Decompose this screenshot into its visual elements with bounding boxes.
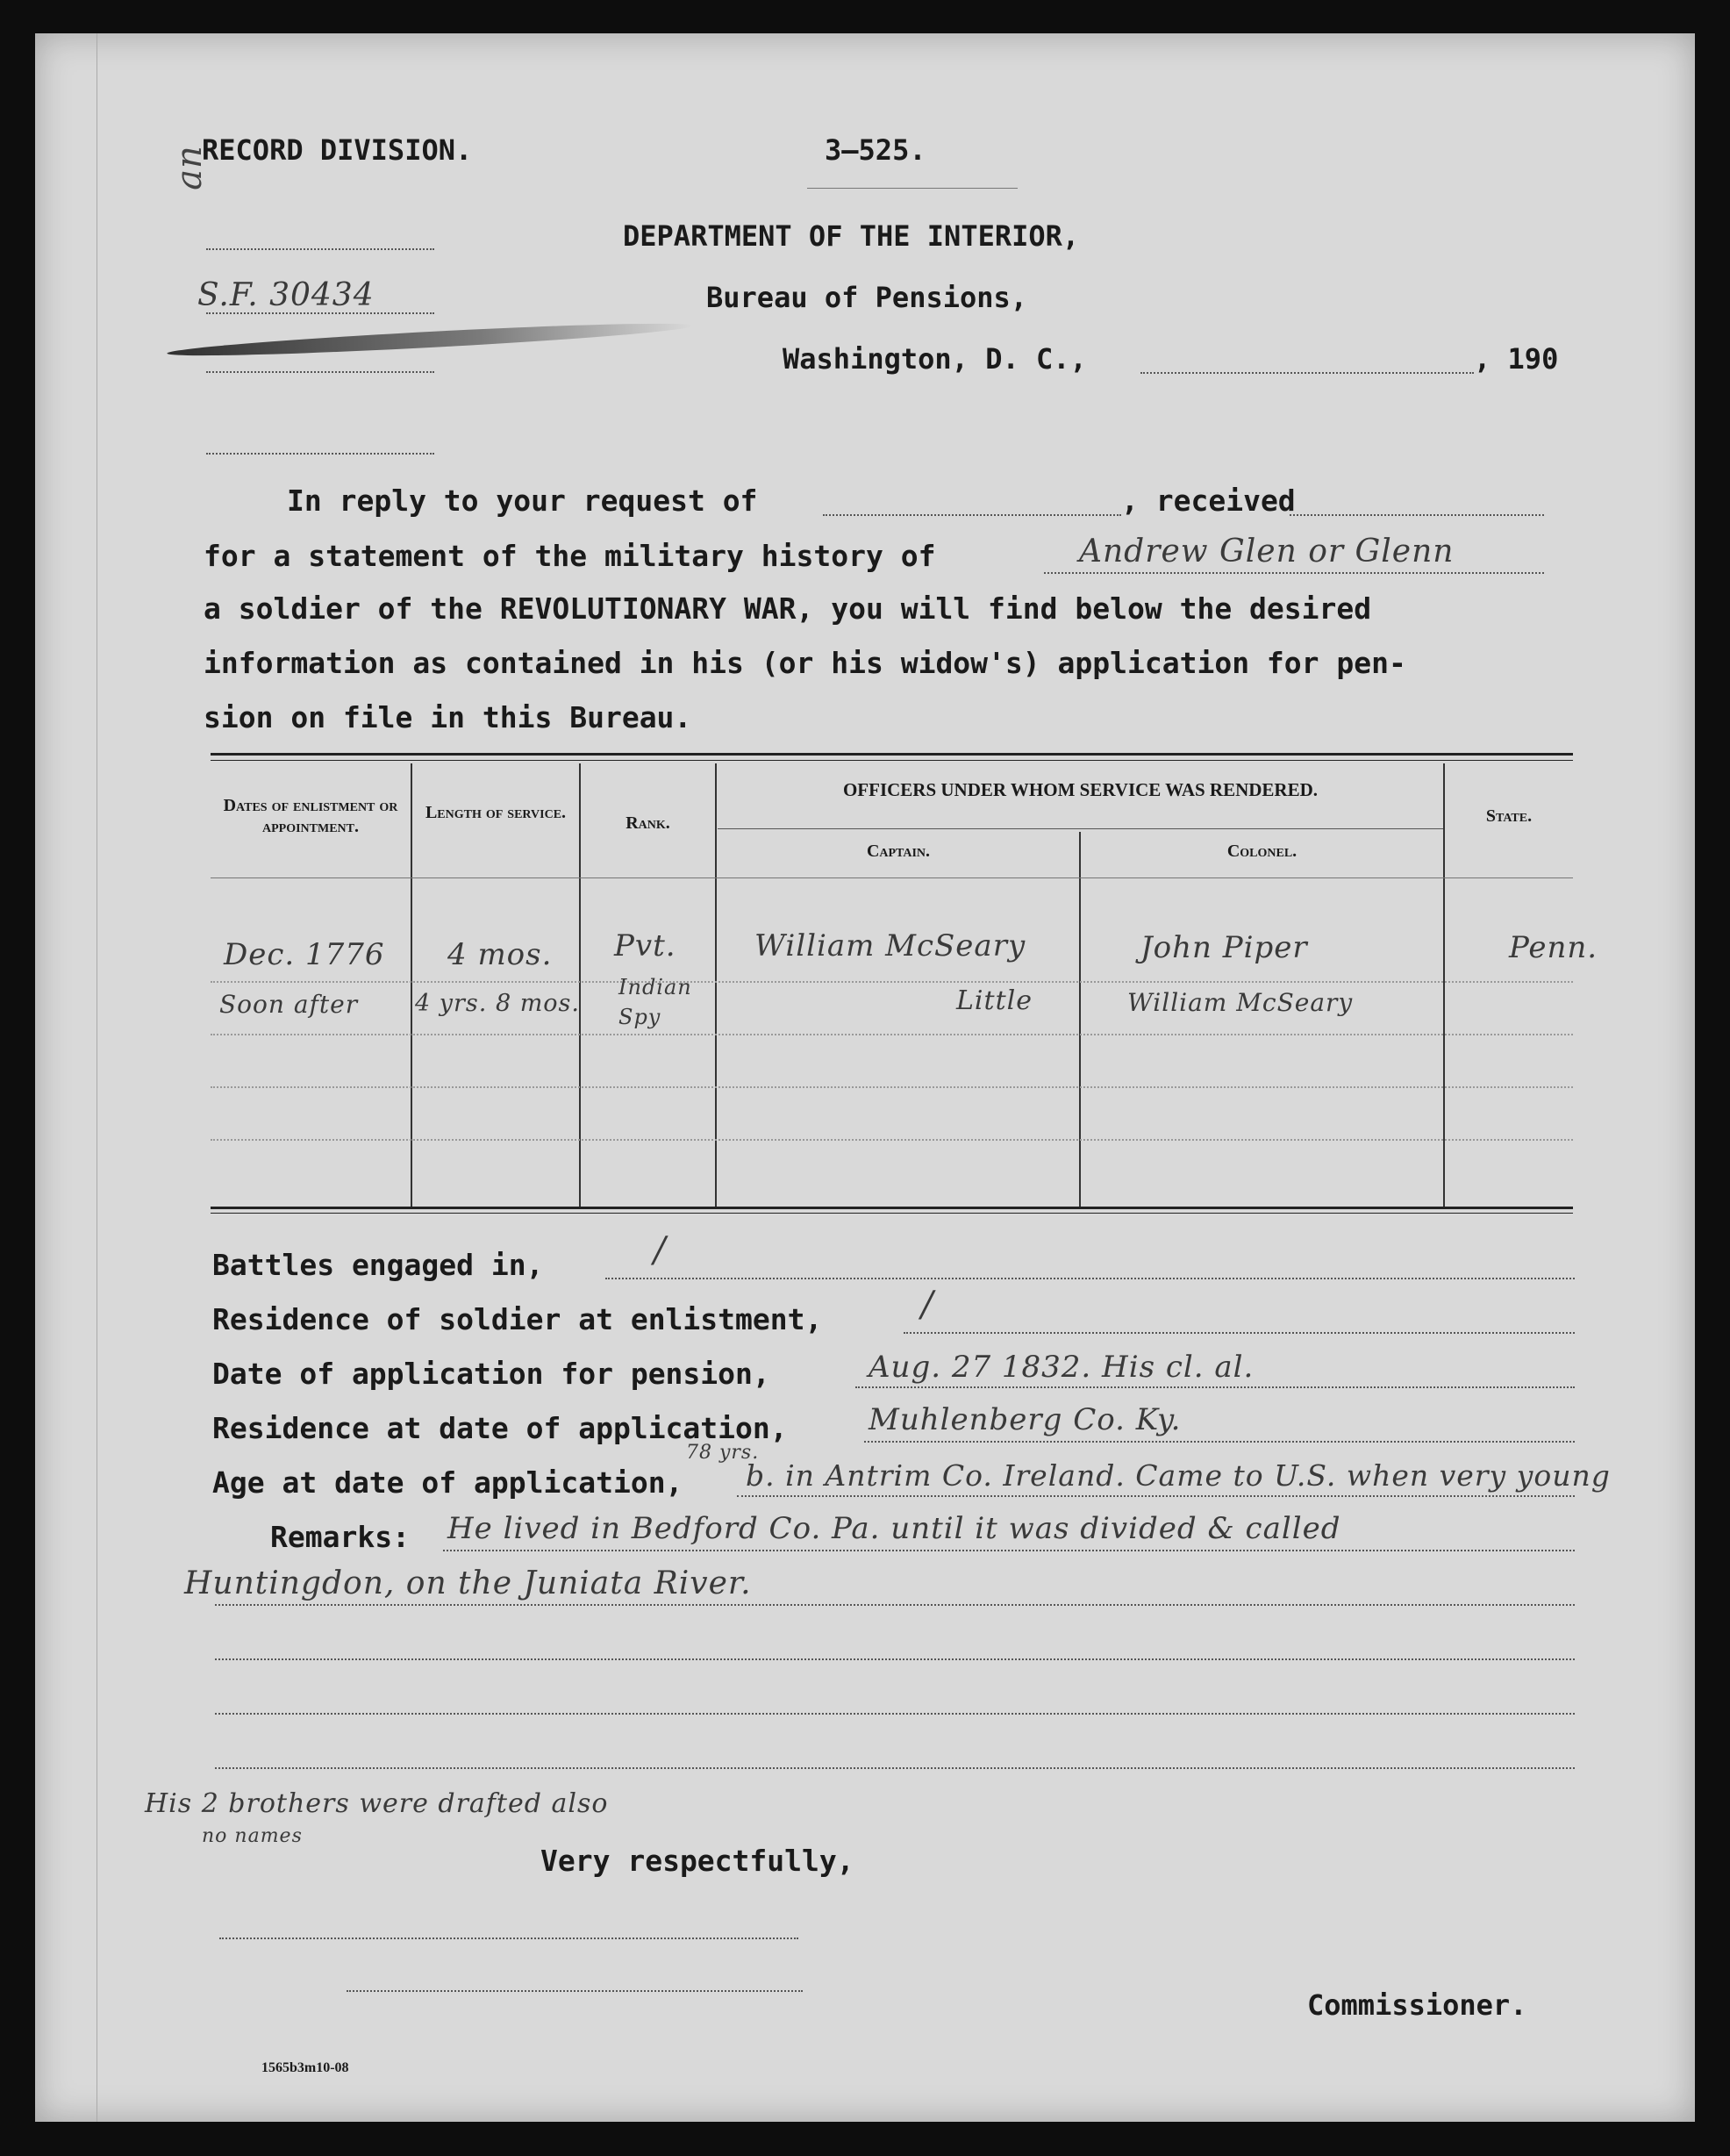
margin-note-1: His 2 brothers were drafted also xyxy=(145,1788,609,1819)
battles-label: Battles engaged in, xyxy=(212,1248,544,1282)
file-number-line xyxy=(206,312,434,314)
washington-dc: Washington, D. C., xyxy=(783,342,1087,376)
age-value: b. in Antrim Co. Ireland. Came to U.S. when very young xyxy=(746,1458,1611,1493)
header-state: State. xyxy=(1485,806,1533,826)
intro-line-3: a soldier of the REVOLUTIONARY WAR, you will find below the desired xyxy=(204,591,1372,626)
ink-smudge xyxy=(167,318,693,361)
row2-length: 4 yrs. 8 mos. xyxy=(415,990,580,1017)
age-line xyxy=(737,1495,1575,1497)
row2-rank: Indian Spy xyxy=(618,975,692,1029)
row1-state: Penn. xyxy=(1509,930,1598,965)
header-captain: Captain. xyxy=(866,842,931,861)
date-application-value: Aug. 27 1832. His cl. al. xyxy=(869,1350,1255,1385)
intro-line-2: for a statement of the military history of xyxy=(204,539,936,573)
department-title: DEPARTMENT OF THE INTERIOR, xyxy=(623,219,1080,253)
residence-mark: / xyxy=(921,1285,934,1325)
soldier-name-line xyxy=(1044,572,1544,574)
row1-length: 4 mos. xyxy=(447,937,553,972)
header-rank: Rank. xyxy=(626,813,670,833)
table-bottom-rule-thin xyxy=(211,1213,1573,1214)
residence-application-label: Residence at date of application, xyxy=(212,1411,788,1445)
blank-line-3 xyxy=(206,453,434,455)
record-division: RECORD DIVISION. xyxy=(202,133,473,167)
row1-captain: William McSeary xyxy=(754,928,1026,963)
residence-application-line xyxy=(864,1441,1575,1443)
remarks-line-rule-1 xyxy=(443,1550,1575,1551)
header-colonel: Colonel. xyxy=(1226,842,1298,861)
signature-line-1 xyxy=(219,1938,798,1939)
table-bottom-rule xyxy=(211,1207,1573,1209)
request-date-line xyxy=(823,514,1121,516)
blank-line-1 xyxy=(206,248,434,250)
residence-application-value: Muhlenberg Co. Ky. xyxy=(869,1402,1182,1437)
remarks-line-2: Huntingdon, on the Juniata River. xyxy=(184,1565,752,1601)
col-divider-4 xyxy=(1079,832,1081,1207)
print-code: 1565b3m10-08 xyxy=(261,2060,349,2075)
margin-note-2: no names xyxy=(202,1825,303,1847)
age-note: 78 yrs. xyxy=(686,1442,760,1464)
margin-mark: an xyxy=(168,145,210,190)
battles-line xyxy=(605,1278,1575,1279)
date-line xyxy=(1140,372,1474,374)
remarks-line-rule-5 xyxy=(215,1767,1575,1769)
table-top-rule xyxy=(211,753,1573,756)
date-application-label: Date of application for pension, xyxy=(212,1357,770,1391)
row2-colonel: William McSeary xyxy=(1127,988,1354,1017)
header-bottom-rule xyxy=(211,877,1573,878)
row-line xyxy=(211,1086,1573,1088)
row-line xyxy=(211,1139,1573,1141)
signature-line-2 xyxy=(347,1990,803,1992)
residence-enlistment-label: Residence of soldier at enlistment, xyxy=(212,1302,823,1336)
intro-line-5: sion on file in this Bureau. xyxy=(204,700,692,734)
blank-line-2 xyxy=(206,371,434,373)
header-length: Length of service. xyxy=(425,803,567,822)
header-dates: Dates of enlistment or appointment. xyxy=(223,796,398,836)
remarks-line-rule-2 xyxy=(215,1604,1575,1606)
officers-subrule xyxy=(718,828,1443,829)
date-application-line xyxy=(855,1386,1575,1388)
battles-mark: / xyxy=(654,1230,667,1271)
row2-date: Soon after xyxy=(219,990,359,1019)
soldier-name: Andrew Glen or Glenn xyxy=(1079,534,1455,569)
remarks-label: Remarks: xyxy=(270,1520,410,1554)
intro-line-1a: In reply to your request of xyxy=(287,483,758,518)
header-officers: OFFICERS UNDER WHOM SERVICE WAS RENDERED. xyxy=(842,779,1319,800)
pension-record-page xyxy=(35,33,1695,2122)
row2-captain: Little xyxy=(956,985,1033,1016)
remarks-line-rule-4 xyxy=(215,1713,1575,1715)
table-top-rule-thin xyxy=(211,760,1573,761)
row1-colonel: John Piper xyxy=(1140,930,1308,965)
file-number: S.F. 30434 xyxy=(197,277,375,313)
intro-line-4: information as contained in his (or his widow's) application for pen- xyxy=(204,646,1406,680)
bureau-title: Bureau of Pensions, xyxy=(706,281,1028,314)
received-line xyxy=(1290,514,1544,516)
intro-line-1b: , received xyxy=(1121,483,1296,518)
row-line xyxy=(211,981,1573,983)
age-label: Age at date of application, xyxy=(212,1465,683,1500)
form-number-rule xyxy=(807,188,1018,189)
remarks-line-rule-3 xyxy=(215,1658,1575,1660)
row-line xyxy=(211,1034,1573,1035)
row1-date: Dec. 1776 xyxy=(224,937,385,972)
form-number: 3—525. xyxy=(825,133,926,167)
row1-rank: Pvt. xyxy=(614,928,676,963)
salutation: Very respectfully, xyxy=(540,1844,854,1878)
year-prefix: , 190 xyxy=(1474,342,1559,376)
remarks-line-1: He lived in Bedford Co. Pa. until it was divided & called xyxy=(447,1511,1341,1546)
residence-enlistment-line xyxy=(904,1332,1575,1334)
commissioner-title: Commissioner. xyxy=(1307,1988,1527,2022)
